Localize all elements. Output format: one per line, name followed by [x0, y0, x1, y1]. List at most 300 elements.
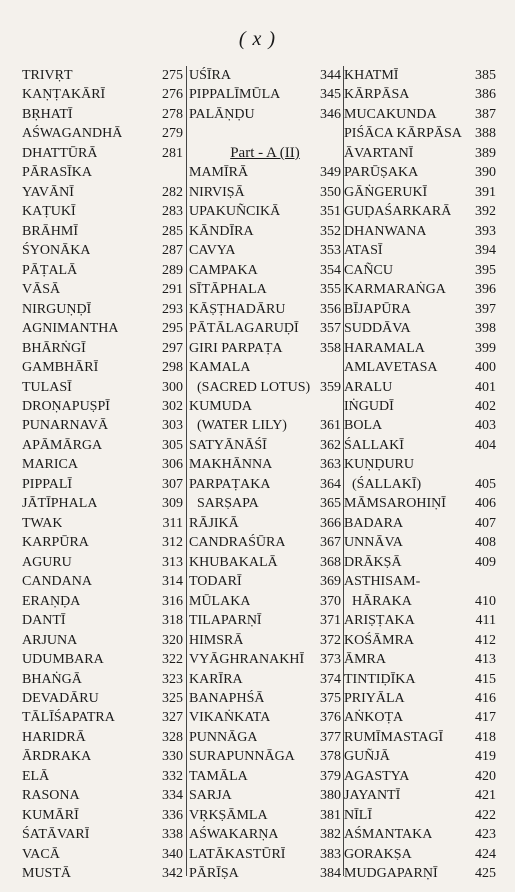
entry-page-number: 328	[162, 729, 183, 745]
index-entry	[342, 514, 498, 533]
entry-term: PIŚĀCA KĀRPĀSA	[344, 126, 462, 142]
entry-page-number: 306	[162, 457, 183, 473]
index-entry	[187, 105, 343, 124]
entry-page-number: 407	[475, 515, 496, 531]
entry-term: PUNARNAVĀ	[22, 418, 109, 434]
index-entry	[22, 806, 183, 825]
index-entry	[342, 708, 498, 727]
index-entry	[187, 650, 343, 669]
entry-page-number: 403	[475, 418, 496, 434]
entry-term: PĀTĀLAGARUḌĪ	[189, 321, 299, 337]
entry-term: DROṆAPUṢPĪ	[22, 398, 110, 414]
index-entry	[342, 475, 498, 494]
index-entry	[187, 689, 343, 708]
index-entry	[187, 455, 343, 474]
entry-page-number: 332	[162, 768, 183, 784]
index-entry	[342, 280, 498, 299]
index-entry	[22, 105, 183, 124]
entry-term: ELĀ	[22, 768, 50, 784]
entry-page-number: 365	[320, 496, 341, 512]
entry-term: UDUMBARA	[22, 652, 104, 668]
index-entry	[187, 747, 343, 766]
entry-page-number: 384	[320, 866, 341, 882]
index-entry	[187, 300, 343, 319]
entry-term: AŚMANTAKA	[344, 827, 433, 843]
index-entry	[187, 241, 343, 260]
index-entry	[342, 728, 498, 747]
entry-page-number: 312	[162, 535, 183, 551]
entry-page-number: 368	[320, 554, 341, 570]
index-entry	[342, 689, 498, 708]
index-entry	[342, 261, 498, 280]
entry-page-number: 389	[475, 145, 496, 161]
entry-term: RASONA	[22, 788, 80, 804]
entry-page-number: 300	[162, 379, 183, 395]
index-entry	[342, 397, 498, 416]
entry-page-number: 363	[320, 457, 341, 473]
entry-term: NIRGUṆḌĪ	[22, 301, 92, 317]
index-entry	[22, 747, 183, 766]
entry-term: HARIDRĀ	[22, 729, 86, 745]
index-entry	[22, 455, 183, 474]
index-entry	[187, 358, 343, 377]
entry-page-number: 302	[162, 398, 183, 414]
entry-term: AMLAVETASA	[344, 360, 438, 376]
entry-page-number: 359	[320, 379, 341, 395]
entry-page-number: 392	[475, 204, 496, 220]
index-entry	[187, 378, 343, 397]
entry-term: KAṬUKĪ	[22, 204, 76, 220]
entry-page-number: 309	[162, 496, 183, 512]
entry-page-number: 369	[320, 574, 341, 590]
entry-page-number: 400	[475, 360, 496, 376]
entry-term: AGASTYA	[344, 768, 410, 784]
entry-term: KĀNDĪRA	[189, 223, 254, 239]
index-entry	[22, 85, 183, 104]
entry-page-number: 289	[162, 262, 183, 278]
index-entry	[22, 202, 183, 221]
index-entry	[22, 222, 183, 241]
entry-page-number: 379	[320, 768, 341, 784]
entry-page-number: 334	[162, 788, 183, 804]
entry-page-number: 307	[162, 476, 183, 492]
entry-term: CAMPAKA	[189, 262, 258, 278]
entry-page-number: 325	[162, 691, 183, 706]
index-entry	[22, 436, 183, 455]
entry-term: SURAPUNNĀGA	[189, 749, 295, 765]
index-entry	[342, 786, 498, 805]
index-entry	[22, 786, 183, 805]
entry-page-number: 391	[475, 184, 496, 200]
index-entry	[22, 397, 183, 416]
entry-term: TULASĪ	[22, 379, 72, 395]
index-entry	[342, 163, 498, 182]
entry-page-number: 282	[162, 184, 183, 200]
entry-page-number: 323	[162, 671, 183, 687]
entry-page-number: 375	[320, 691, 341, 706]
index-entry	[187, 864, 343, 883]
entry-page-number: 340	[162, 846, 183, 862]
entry-term: ATASĪ	[344, 243, 383, 259]
index-entry	[187, 533, 343, 552]
entry-term: HĀRAKA	[352, 593, 412, 609]
entry-term: KOŚĀMRA	[344, 632, 415, 648]
index-entry	[22, 514, 183, 533]
entry-page-number: 330	[162, 749, 183, 765]
entry-page-number: 305	[162, 437, 183, 453]
entry-term: CAVYA	[189, 243, 236, 259]
entry-term: KĀRPĀSA	[344, 87, 410, 103]
entry-page-number: 355	[320, 282, 341, 298]
index-entry	[22, 280, 183, 299]
entry-term: AGURU	[22, 554, 72, 570]
index-entry	[187, 825, 343, 844]
entry-page-number: 396	[475, 282, 496, 298]
index-entry	[342, 358, 498, 377]
entry-term: BHĀRṄGĪ	[22, 340, 86, 356]
page-number-header: ( x )	[238, 28, 277, 50]
entry-term: VYĀGHRANAKHĪ	[189, 652, 305, 668]
entry-term: GORAKṢA	[344, 846, 412, 862]
index-entry	[342, 611, 498, 630]
index-entry	[22, 144, 183, 163]
entry-term: BANAPHŚĀ	[189, 691, 265, 706]
entry-page-number: 405	[475, 476, 496, 492]
index-entry	[342, 592, 498, 611]
entry-page-number: 397	[475, 301, 496, 317]
entry-page-number: 350	[320, 184, 341, 200]
index-entry	[187, 845, 343, 864]
entry-page-number: 367	[320, 535, 341, 551]
entry-term: CAÑCU	[344, 262, 394, 278]
entry-term: (ŚALLAKĪ)	[352, 476, 422, 492]
entry-page-number: 287	[162, 243, 183, 259]
index-entry	[22, 864, 183, 883]
entry-term: SARJA	[189, 788, 232, 804]
entry-page-number: 275	[162, 68, 183, 83]
entry-term: MAKHĀNNA	[189, 457, 273, 473]
index-entry	[22, 261, 183, 280]
entry-term: ĀMRA	[344, 652, 387, 668]
index-entry	[22, 241, 183, 260]
entry-page-number: 413	[475, 652, 496, 668]
entry-page-number: 386	[475, 87, 496, 103]
index-entry	[342, 339, 498, 358]
entry-term: KARĪRA	[189, 671, 243, 687]
entry-term: KHATMĪ	[344, 68, 399, 83]
entry-term: PĀRĪṢA	[189, 866, 239, 882]
index-entry	[187, 786, 343, 805]
index-entry	[342, 533, 498, 552]
index-entry	[187, 261, 343, 280]
entry-page-number: 276	[162, 87, 183, 103]
entry-term: APĀMĀRGA	[22, 437, 103, 453]
entry-page-number: 291	[162, 282, 183, 298]
index-entry	[342, 455, 498, 474]
entry-page-number: 394	[475, 243, 496, 259]
entry-term: MUDGAPARṆĪ	[344, 866, 438, 882]
index-entry	[342, 572, 498, 591]
entry-term: ĀVARTANĪ	[344, 145, 414, 161]
index-entry	[187, 339, 343, 358]
entry-page-number: 345	[320, 87, 341, 103]
index-entry	[187, 202, 343, 221]
entry-page-number: 423	[475, 827, 496, 843]
index-column-1	[22, 66, 183, 882]
index-entry	[187, 163, 343, 182]
index-entry	[342, 825, 498, 844]
entry-page-number: 351	[320, 204, 341, 220]
entry-page-number: 311	[162, 515, 183, 531]
entry-term: SARṢAPA	[197, 496, 259, 512]
index-entry	[22, 124, 183, 143]
entry-term: TĀLĪŚAPATRA	[22, 710, 115, 726]
index-entry	[22, 572, 183, 591]
entry-page-number: 421	[475, 788, 496, 804]
index-entry	[342, 650, 498, 669]
index-entry	[342, 767, 498, 786]
entry-term: KUMĀRĪ	[22, 807, 79, 823]
entry-term: GAMBHĀRĪ	[22, 360, 99, 376]
index-entry	[22, 533, 183, 552]
index-entry	[342, 553, 498, 572]
entry-term: JĀTĪPHALA	[22, 496, 98, 512]
entry-term: VIKAṄKATA	[189, 710, 271, 726]
entry-term: PALĀṆḌU	[189, 106, 255, 122]
index-entry	[342, 66, 498, 85]
index-entry	[22, 300, 183, 319]
entry-term: KHUBAKALĀ	[189, 554, 278, 570]
entry-term: KARMARAṄGA	[344, 282, 446, 298]
index-entry	[187, 183, 343, 202]
index-entry	[22, 825, 183, 844]
index-entry	[22, 845, 183, 864]
entry-page-number: 356	[320, 301, 341, 317]
entry-page-number: 380	[320, 788, 341, 804]
entry-page-number: 281	[162, 145, 183, 161]
entry-page-number: 419	[475, 749, 496, 765]
index-entry	[342, 85, 498, 104]
index-entry	[187, 124, 343, 143]
entry-term: PIPPALĪ	[22, 476, 73, 492]
entry-term: BOLA	[344, 418, 383, 434]
entry-term: TILAPARṆĪ	[189, 613, 262, 629]
entry-page-number: 349	[320, 165, 341, 181]
entry-term: ŚATĀVARĪ	[22, 827, 90, 843]
index-entry	[342, 202, 498, 221]
entry-page-number: 314	[162, 574, 183, 590]
entry-page-number: 404	[475, 437, 496, 453]
entry-term: HARAMALA	[344, 340, 425, 356]
entry-page-number: 399	[475, 340, 496, 356]
entry-page-number: 417	[475, 710, 496, 726]
index-entry	[187, 670, 343, 689]
entry-page-number: 344	[320, 68, 341, 83]
entry-page-number: 410	[475, 593, 496, 609]
entry-term: IṄGUDĪ	[344, 398, 394, 414]
entry-page-number: 361	[320, 418, 341, 434]
entry-term: SATYĀNĀŚĪ	[189, 437, 267, 453]
index-entry	[22, 494, 183, 513]
entry-page-number: 374	[320, 671, 341, 687]
index-entry	[187, 553, 343, 572]
entry-term: SUDDĀVA	[344, 321, 411, 337]
index-entry	[22, 708, 183, 727]
index-entry	[22, 183, 183, 202]
entry-term: DRĀKṢĀ	[344, 554, 402, 570]
entry-page-number: 370	[320, 593, 341, 609]
entry-term: GUÑJĀ	[344, 749, 390, 765]
index-entry	[342, 436, 498, 455]
entry-term: PUNNĀGA	[189, 729, 258, 745]
entry-term: BRĀHMĪ	[22, 223, 79, 239]
index-entry	[22, 416, 183, 435]
index-entry	[187, 85, 343, 104]
entry-page-number: 371	[320, 613, 341, 629]
entry-term: BHAṄGĀ	[22, 671, 82, 687]
entry-page-number: 285	[162, 223, 183, 239]
index-entry	[342, 747, 498, 766]
entry-page-number: 387	[475, 106, 496, 122]
entry-page-number: 395	[475, 262, 496, 278]
index-entry	[22, 553, 183, 572]
index-entry	[342, 183, 498, 202]
entry-term: ĀRDRAKA	[22, 749, 92, 765]
entry-term: MARICA	[22, 457, 79, 473]
index-entry	[22, 650, 183, 669]
entry-page-number: 372	[320, 632, 341, 648]
entry-term: ARJUNA	[22, 632, 78, 648]
entry-term: AŚWAGANDHĀ	[22, 126, 123, 142]
entry-page-number: 336	[162, 807, 183, 823]
index-entry	[22, 378, 183, 397]
entry-term: PĀRASĪKA	[22, 165, 93, 181]
entry-page-number: 342	[162, 866, 183, 882]
index-entry	[187, 436, 343, 455]
entry-term: TWAK	[22, 515, 63, 531]
index-entry	[342, 241, 498, 260]
entry-page-number: 409	[475, 554, 496, 570]
entry-term: BĪJAPŪRA	[344, 301, 411, 317]
index-entry	[342, 124, 498, 143]
index-entry	[22, 339, 183, 358]
entry-page-number: 293	[162, 301, 183, 317]
entry-page-number: 412	[475, 632, 496, 648]
entry-term: BADARA	[344, 515, 404, 531]
index-entry	[342, 378, 498, 397]
entry-page-number: 278	[162, 106, 183, 122]
entry-page-number: 406	[475, 496, 496, 512]
entry-term: PRIYĀLA	[344, 691, 405, 706]
index-entry	[187, 572, 343, 591]
entry-page-number: 385	[475, 68, 496, 83]
entry-page-number: 279	[162, 126, 183, 142]
index-entry	[187, 728, 343, 747]
entry-page-number: 352	[320, 223, 341, 239]
entry-term: PIPPALĪMŪLA	[189, 87, 281, 103]
entry-term: MUSTĀ	[22, 866, 72, 882]
entry-term: MUCAKUNDA	[344, 106, 437, 122]
index-entry	[342, 864, 498, 883]
entry-term: VĀSĀ	[22, 282, 61, 298]
entry-term: CANDRAŚŪRA	[189, 535, 286, 551]
entry-term: KAṆṬAKĀRĪ	[22, 87, 106, 103]
entry-term: MŪLAKA	[189, 593, 251, 609]
entry-page-number: 411	[475, 613, 496, 629]
entry-page-number: 320	[162, 632, 183, 648]
index-entry	[187, 806, 343, 825]
entry-page-number: 318	[162, 613, 183, 629]
index-entry	[22, 358, 183, 377]
index-entry	[342, 300, 498, 319]
entry-term: TRIVṚT	[22, 68, 73, 83]
index-entry	[342, 144, 498, 163]
entry-page-number: 415	[475, 671, 496, 687]
entry-page-number: 313	[162, 554, 183, 570]
index-entry	[187, 319, 343, 338]
entry-term: VACĀ	[22, 846, 60, 862]
index-entry	[342, 631, 498, 650]
entry-term: ERAṆḌA	[22, 593, 81, 609]
entry-page-number: 390	[475, 165, 496, 181]
entry-page-number: 393	[475, 223, 496, 239]
entry-page-number: 398	[475, 321, 496, 337]
entry-page-number: 383	[320, 846, 341, 862]
entry-page-number: 298	[162, 360, 183, 376]
entry-term: (SACRED LOTUS)	[197, 379, 311, 395]
index-entry	[187, 708, 343, 727]
index-entry	[187, 767, 343, 786]
entry-page-number: 327	[162, 710, 183, 726]
entry-page-number: 373	[320, 652, 341, 668]
entry-term: PARPAṬAKA	[189, 476, 271, 492]
entry-term: NIRVIṢĀ	[189, 184, 245, 200]
entry-term: VṚKṢĀMLA	[189, 807, 268, 823]
entry-term: (WATER LILY)	[197, 418, 287, 434]
entry-term: GĀṄGERUKĪ	[344, 184, 428, 200]
entry-term: ASTHISAM-	[344, 574, 421, 590]
entry-term: DANTĪ	[22, 613, 66, 629]
index-entry	[187, 397, 343, 416]
index-entry	[22, 670, 183, 689]
index-entry	[22, 767, 183, 786]
entry-term: ARIṢṬAKA	[344, 613, 415, 629]
entry-page-number: 346	[320, 106, 341, 122]
entry-term: KUṆḌURU	[344, 457, 414, 473]
entry-page-number: 418	[475, 729, 496, 745]
entry-page-number: 358	[320, 340, 341, 356]
index-entry	[342, 222, 498, 241]
entry-page-number: 401	[475, 379, 496, 395]
entry-term: RUMĪMASTAGĪ	[344, 729, 444, 745]
entry-term: KĀṢṬHADĀRU	[189, 301, 286, 317]
entry-page-number: 416	[475, 691, 496, 706]
entry-term: KAMALA	[189, 360, 251, 376]
entry-page-number: 297	[162, 340, 183, 356]
index-entry	[342, 319, 498, 338]
index-entry	[187, 416, 343, 435]
entry-page-number: 303	[162, 418, 183, 434]
entry-page-number: 425	[475, 866, 496, 882]
index-entry	[187, 494, 343, 513]
index-entry	[187, 66, 343, 85]
entry-term: NĪLĪ	[344, 807, 372, 823]
entry-page-number: 382	[320, 827, 341, 843]
index-column-2	[186, 66, 344, 882]
entry-term: HIMSRĀ	[189, 632, 244, 648]
entry-page-number: 354	[320, 262, 341, 278]
entry-page-number: 377	[320, 729, 341, 745]
